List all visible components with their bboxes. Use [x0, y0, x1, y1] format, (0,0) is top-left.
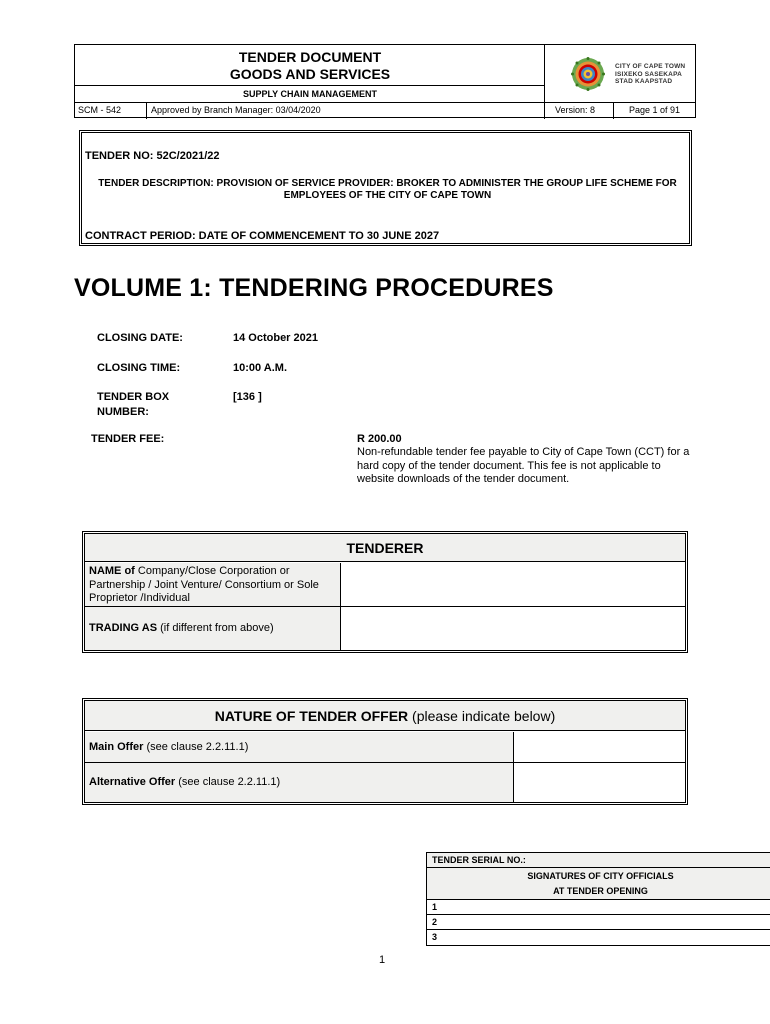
volume-title: VOLUME 1: TENDERING PROCEDURES	[74, 274, 554, 302]
closing-date-label: CLOSING DATE:	[97, 332, 183, 344]
tender-description: TENDER DESCRIPTION: PROVISION OF SERVICE PROVIDER: BROKER TO ADMINISTER THE GROUP LIFE SCHEME FOR EMPLOYEES OF THE CITY OF CAPE TOWN	[98, 178, 677, 201]
tender-box-label-line2: NUMBER:	[97, 406, 149, 418]
doc-code: SCM - 542	[75, 103, 147, 119]
alternative-offer-checkbox[interactable]	[514, 763, 685, 802]
signature-row-3[interactable]: 3	[427, 930, 770, 945]
trading-as-label	[85, 607, 340, 650]
signatures-heading-line2: AT TENDER OPENING	[553, 886, 648, 896]
signature-row-1[interactable]: 1	[427, 900, 770, 915]
contract-period: CONTRACT PERIOD: DATE OF COMMENCEMENT TO 30 JUNE 2027	[85, 230, 440, 242]
tender-fee-value: R 200.00	[357, 433, 402, 445]
tender-box-number: [136 ]	[233, 391, 262, 403]
logo-text-line1: CITY OF CAPE TOWN	[615, 63, 686, 70]
alternative-offer-bold: Alternative Offer	[89, 776, 176, 788]
tenderer-table	[82, 531, 688, 653]
tenderer-heading: TENDERER	[85, 534, 685, 562]
main-offer-bold: Main Offer	[89, 741, 144, 753]
signature-row-2[interactable]: 2	[427, 915, 770, 930]
main-offer-checkbox[interactable]	[514, 732, 685, 762]
header-info-row	[75, 102, 695, 118]
offer-heading	[85, 701, 685, 731]
main-offer-rest: (see clause 2.2.11.1)	[143, 741, 249, 753]
offer-heading-bold: NATURE OF TENDER OFFER	[214, 708, 409, 724]
city-of-cape-town-logo-icon	[571, 57, 605, 91]
tender-fee-label: TENDER FEE:	[91, 433, 165, 445]
alternative-offer-rest: (see clause 2.2.11.1)	[175, 776, 281, 788]
closing-date-value: 14 October 2021	[233, 332, 318, 344]
tender-box-label	[97, 390, 169, 420]
signatures-heading-line1: SIGNATURES OF CITY OFFICIALS	[527, 871, 674, 881]
logo-text-line3: STAD KAAPSTAD	[615, 78, 673, 85]
page-count: Page 1 of 91	[628, 105, 681, 115]
alternative-offer-label	[85, 763, 513, 802]
header-title-cell	[75, 45, 545, 102]
tender-number: TENDER NO: 52C/2021/22	[85, 150, 220, 162]
tender-serial-label: TENDER SERIAL NO.:	[427, 853, 770, 868]
page-number: 1	[379, 954, 386, 966]
header-title-line2: GOODS AND SERVICES	[229, 66, 391, 82]
closing-time-label: CLOSING TIME:	[97, 362, 181, 374]
header-title-line1: TENDER DOCUMENT	[238, 49, 382, 65]
tenderer-name-rest: Company/Close Corporation or Partnership / Joint Venture/ Consortium or Sole Proprietor /Individual	[89, 565, 319, 604]
trading-as-bold: TRADING AS	[89, 622, 158, 634]
tender-fee-note: Non-refundable tender fee payable to City of Cape Town (CCT) for a hard copy of the tender document. This fee is not applicable to website downloads of the tender document.	[357, 446, 690, 485]
tender-offer-table	[82, 698, 688, 805]
logo-cell	[545, 45, 697, 102]
tenderer-name-label	[85, 563, 340, 606]
logo-text	[615, 63, 685, 86]
version: Version: 8	[545, 103, 614, 119]
tender-serial-table	[426, 852, 770, 946]
logo-text-line2: ISIXEKO SASEKAPA	[615, 70, 683, 78]
approval-note: Approved by Branch Manager: 03/04/2020	[147, 103, 545, 119]
offer-heading-rest: (please indicate below)	[408, 708, 556, 724]
tenderer-name-bold: NAME of	[89, 565, 135, 577]
trading-as-field[interactable]	[341, 607, 685, 650]
header-subtitle: SUPPLY CHAIN MANAGEMENT	[75, 85, 545, 102]
signatures-heading	[427, 868, 770, 900]
trading-as-rest: (if different from above)	[157, 622, 274, 634]
tenderer-name-field[interactable]	[341, 563, 685, 606]
header-title	[75, 49, 545, 83]
main-offer-label	[85, 732, 513, 762]
closing-time-value: 10:00 A.M.	[233, 362, 288, 374]
tender-box-label-line1: TENDER BOX	[97, 391, 170, 403]
document-header	[74, 44, 696, 118]
